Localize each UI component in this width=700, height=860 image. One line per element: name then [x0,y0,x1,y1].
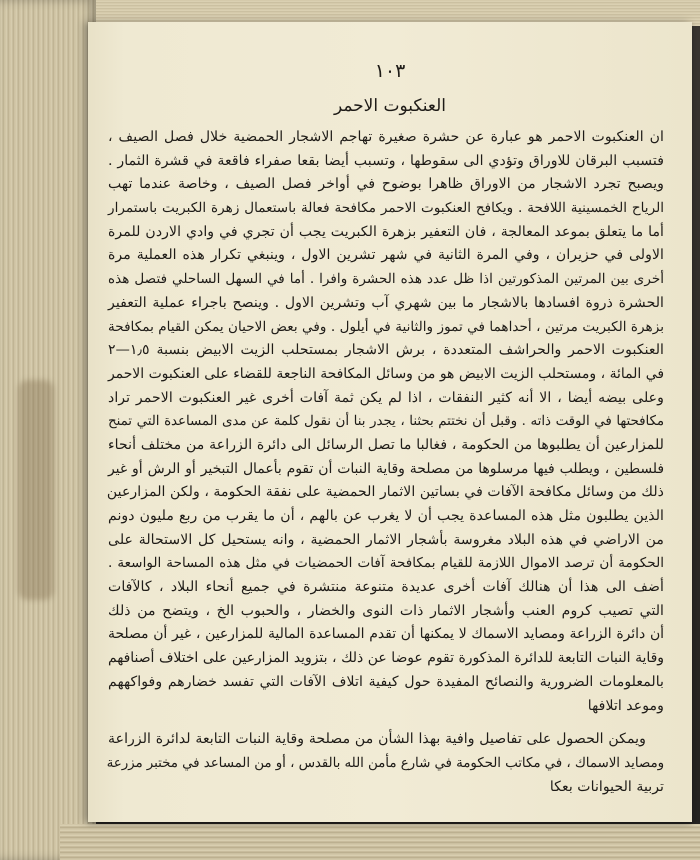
text-line: العنكبوت الاحمر والحراشف المتعددة ، برش الاشجار بمستحلب الزيت الابيض بنسبة ١٫٥—٢ [108,342,664,359]
text-line: الاولى في حزيران ، وفي المرة الثانية في شهر تشرين الاول ، وينبغي تكرار هذه العملية مرة [108,247,664,264]
text-line: أخرى بين المرتين المذكورتين اذا ظل عدد هذه الحشرة وافرا . أما في السهل الساحلي فتصل هذه [108,271,664,288]
text-line: فتسبب البرقان للاوراق وتؤدي الى سقوطها ، وتسبب أيضا بقعا صفراء فاقعة في قشرة الثمار . [108,152,664,169]
text-line: من الاراضي في هذه البلاد مغروسة بأشجار الاثمار الحمضية ، وانه يستحيل كل الاستحالة على [108,531,664,548]
section-heading: العنكبوت الاحمر [333,96,447,116]
text-line: ومصايد الاسماك ، في مكاتب الحكومة في شارع مأمن الله بالقدس ، أو من المساعد في مختبر مزرعة [106,755,664,771]
text-line: مكافحتها في الوقت ذاته . وقبل أن نختتم بحثنا ، يجدر بنا أن نقول كلمة عن مدى المساعدة التي تمنح [108,414,664,430]
text-line: تربية الحيوانات بعكا [549,778,664,795]
body-text [108,126,664,799]
text-line: الذين يطلبون مثل هذه المساعدة يجب أن لا يغرب عن بالهم ، أن ما يقرب من ربع مليون دونم [108,508,664,524]
book-bottom-edge [60,824,700,860]
text-line: ان العنكبوت الاحمر هو عبارة عن حشرة صغيرة تهاجم الاشجار الحمضية خلال فصل الصيف ، [108,129,664,145]
text-line: التي تصيب كروم العنب وأشجار الاثمار ذات النوى والخضار ، والحبوب الخ ، ويتضح من ذلك [108,602,664,619]
text-line: وعلى بيضه أيضا ، الا أنه كثير النفقات ، اذا لم يكن ثمة آفات أخرى غير العنكبوت الاحمر تراد [108,389,664,406]
text-line: أضف الى هذا أن هنالك آفات أخرى عديدة متنوعة منتشرة في جميع أنحاء البلاد ، كالآفات [108,579,664,596]
text-line: ويمكن الحصول على تفاصيل وافية بهذا الشأن من مصلحة وقاية النبات التابعة لدائرة الزراعة [108,731,646,748]
book-page [88,22,692,822]
text-line: بزهرة الكبريت مرتين ، أحداهما في تموز والثانية في أيلول . وفي بعض الاحيان يمكن القيام بمكافحة [108,318,664,335]
text-line: وموعد اتلافها [587,697,664,714]
text-line: ويصبح تجرد الاشجار من الاوراق ظاهرا بوضوح في أواخر فصل الصيف ، وخاصة عندما تهب [108,176,664,193]
text-line: أما ما يتعلق بموعد المعالجة ، فان التعفير بزهرة الكبريت يجب أن تجري في وادي الاردن للمرة [108,223,664,240]
text-line: الحشرة ذروة افسادها بالاشجار ما بين شهري آب وتشرين الاول . وينصح باجراء عملية التعفير [108,294,664,311]
text-line: فلسطين ، ويطلب فيها مرسلوها من مصلحة وقاية النبات أن تقوم بأعمال التبخير أو الرش أو غير [108,460,664,477]
text-line: الحكومة أن ترصد الاموال اللازمة للقيام بمكافحة آفات الحمضيات في مثل هذه المساحة الواسعة . [108,555,664,572]
text-line: بالمعلومات الضرورية والنصائح المفيدة حول كيفية اتلاف الآفات التي تفسد خضارهم وفواكههم [108,673,664,690]
text-line: للمزارعين أن يطلبوها من الحكومة ، فغالبا ما تصل الرسائل الى دائرة الزراعة من مختلف أنحاء [108,436,664,453]
text-line: الرياح الخمسينية اللافحة . ويكافح العنكبوت الاحمر مكافحة فعالة باستعمال زهرة الكبريت باستمرار [108,200,664,217]
text-line: في المائة ، ومستحلب الزيت الابيض هو من وسائل المكافحة الناجعة للقضاء على العنكبوت الاحمر [108,365,664,382]
text-line: ذلك من وسائل مكافحة الآفات في بساتين الاثمار الحمضية على نفقة الحكومة ، ولكن المزارعين [106,484,664,501]
text-line: أن دائرة الزراعة ومصايد الاسماك لا يمكنها أن تقدم المساعدة المالية للمزارعين ، غير أن مصلحة [108,626,664,643]
book-page-edges [0,0,96,860]
text-line: وقاية النبات التابعة للدائرة المذكورة تقوم عوضا عن ذلك ، بتزويد المزارعين على اختلاف أصنافهم [108,650,664,667]
page-number: ١٠٣ [374,60,406,82]
paragraph-gap [108,718,664,728]
